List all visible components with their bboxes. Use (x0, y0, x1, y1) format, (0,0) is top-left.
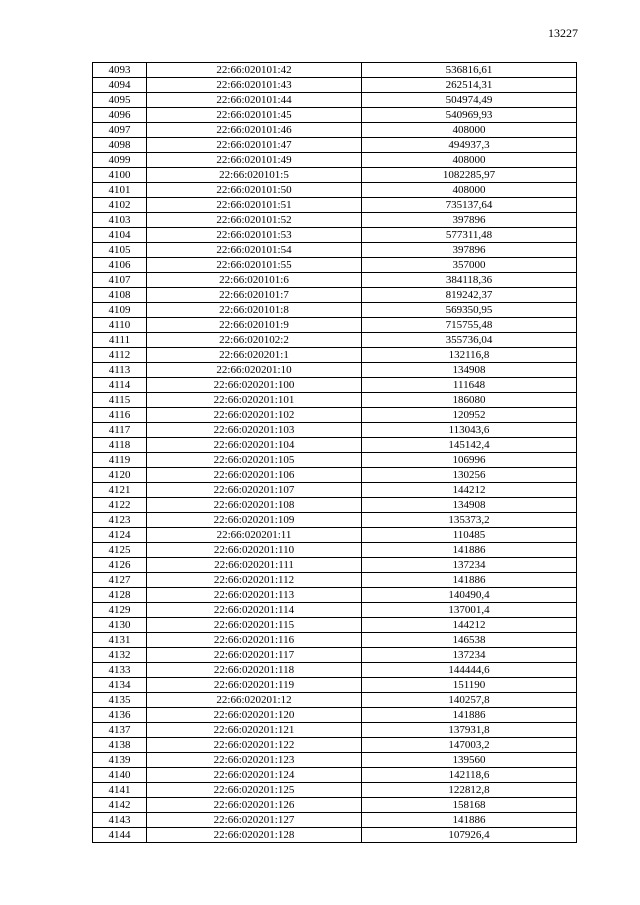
table-body (93, 63, 577, 843)
cadastral-number-cell: 22:66:020101:8 (147, 303, 362, 318)
cadastral-number-cell: 22:66:020101:44 (147, 93, 362, 108)
cadastral-number-cell: 22:66:020101:43 (147, 78, 362, 93)
table-row (93, 558, 577, 573)
cadastral-value-cell: 144212 (362, 483, 577, 498)
cadastral-number-cell: 22:66:020101:54 (147, 243, 362, 258)
cadastral-value-cell: 262514,31 (362, 78, 577, 93)
cadastral-number-cell: 22:66:020201:125 (147, 783, 362, 798)
row-number-cell: 4107 (93, 273, 147, 288)
row-number-cell: 4133 (93, 663, 147, 678)
row-number-cell: 4134 (93, 678, 147, 693)
cadastral-value-cell: 130256 (362, 468, 577, 483)
row-number-cell: 4125 (93, 543, 147, 558)
cadastral-number-cell: 22:66:020201:107 (147, 483, 362, 498)
row-number-cell: 4103 (93, 213, 147, 228)
row-number-cell: 4113 (93, 363, 147, 378)
row-number-cell: 4137 (93, 723, 147, 738)
row-number-cell: 4098 (93, 138, 147, 153)
table-row (93, 138, 577, 153)
cadastral-value-cell: 735137,64 (362, 198, 577, 213)
table-row (93, 153, 577, 168)
table-row (93, 528, 577, 543)
row-number-cell: 4121 (93, 483, 147, 498)
row-number-cell: 4117 (93, 423, 147, 438)
row-number-cell: 4128 (93, 588, 147, 603)
cadastral-value-cell: 145142,4 (362, 438, 577, 453)
table-row (93, 408, 577, 423)
table-row (93, 273, 577, 288)
cadastral-number-cell: 22:66:020102:2 (147, 333, 362, 348)
table-row (93, 588, 577, 603)
table-row (93, 513, 577, 528)
table-row (93, 828, 577, 843)
row-number-cell: 4099 (93, 153, 147, 168)
table-row (93, 123, 577, 138)
cadastral-value-cell: 113043,6 (362, 423, 577, 438)
cadastral-number-cell: 22:66:020201:118 (147, 663, 362, 678)
cadastral-number-cell: 22:66:020101:53 (147, 228, 362, 243)
cadastral-value-cell: 141886 (362, 813, 577, 828)
cadastral-number-cell: 22:66:020201:127 (147, 813, 362, 828)
cadastral-number-cell: 22:66:020101:9 (147, 318, 362, 333)
cadastral-number-cell: 22:66:020101:45 (147, 108, 362, 123)
row-number-cell: 4101 (93, 183, 147, 198)
row-number-cell: 4097 (93, 123, 147, 138)
row-number-cell: 4109 (93, 303, 147, 318)
table-row (93, 183, 577, 198)
row-number-cell: 4135 (93, 693, 147, 708)
cadastral-number-cell: 22:66:020201:122 (147, 738, 362, 753)
cadastral-number-cell: 22:66:020101:5 (147, 168, 362, 183)
row-number-cell: 4122 (93, 498, 147, 513)
row-number-cell: 4095 (93, 93, 147, 108)
row-number-cell: 4100 (93, 168, 147, 183)
table-row (93, 438, 577, 453)
table-row (93, 603, 577, 618)
table-row (93, 198, 577, 213)
table-row (93, 798, 577, 813)
cadastral-value-cell: 397896 (362, 243, 577, 258)
cadastral-number-cell: 22:66:020201:104 (147, 438, 362, 453)
cadastral-number-cell: 22:66:020201:11 (147, 528, 362, 543)
cadastral-value-cell: 137234 (362, 648, 577, 663)
row-number-cell: 4114 (93, 378, 147, 393)
cadastral-value-cell: 540969,93 (362, 108, 577, 123)
row-number-cell: 4123 (93, 513, 147, 528)
cadastral-value-cell: 140257,8 (362, 693, 577, 708)
table-row (93, 738, 577, 753)
row-number-cell: 4108 (93, 288, 147, 303)
row-number-cell: 4119 (93, 453, 147, 468)
cadastral-value-cell: 134908 (362, 363, 577, 378)
table-row (93, 543, 577, 558)
cadastral-number-cell: 22:66:020201:103 (147, 423, 362, 438)
row-number-cell: 4138 (93, 738, 147, 753)
cadastral-value-cell: 494937,3 (362, 138, 577, 153)
table-row (93, 618, 577, 633)
table-row (93, 378, 577, 393)
row-number-cell: 4093 (93, 63, 147, 78)
cadastral-number-cell: 22:66:020101:42 (147, 63, 362, 78)
cadastral-number-cell: 22:66:020201:114 (147, 603, 362, 618)
cadastral-number-cell: 22:66:020101:47 (147, 138, 362, 153)
row-number-cell: 4102 (93, 198, 147, 213)
table-row (93, 93, 577, 108)
cadastral-value-cell: 151190 (362, 678, 577, 693)
row-number-cell: 4118 (93, 438, 147, 453)
row-number-cell: 4096 (93, 108, 147, 123)
cadastral-value-cell: 384118,36 (362, 273, 577, 288)
page-number: 13227 (548, 26, 578, 40)
table-row (93, 693, 577, 708)
cadastral-number-cell: 22:66:020201:113 (147, 588, 362, 603)
table-row (93, 63, 577, 78)
table-row (93, 393, 577, 408)
table-row (93, 108, 577, 123)
cadastral-number-cell: 22:66:020101:7 (147, 288, 362, 303)
table-row (93, 768, 577, 783)
cadastral-number-cell: 22:66:020101:46 (147, 123, 362, 138)
cadastral-value-cell: 715755,48 (362, 318, 577, 333)
cadastral-value-cell: 141886 (362, 708, 577, 723)
cadastral-number-cell: 22:66:020101:50 (147, 183, 362, 198)
row-number-cell: 4136 (93, 708, 147, 723)
table-row (93, 333, 577, 348)
row-number-cell: 4105 (93, 243, 147, 258)
table-row (93, 363, 577, 378)
cadastral-value-cell: 122812,8 (362, 783, 577, 798)
table-row (93, 783, 577, 798)
cadastral-number-cell: 22:66:020101:51 (147, 198, 362, 213)
row-number-cell: 4116 (93, 408, 147, 423)
row-number-cell: 4143 (93, 813, 147, 828)
table-row (93, 78, 577, 93)
row-number-cell: 4120 (93, 468, 147, 483)
table-row (93, 663, 577, 678)
cadastral-value-cell: 120952 (362, 408, 577, 423)
cadastral-value-cell: 408000 (362, 153, 577, 168)
cadastral-number-cell: 22:66:020201:105 (147, 453, 362, 468)
row-number-cell: 4144 (93, 828, 147, 843)
cadastral-value-cell: 107926,4 (362, 828, 577, 843)
cadastral-number-cell: 22:66:020201:106 (147, 468, 362, 483)
table-row (93, 258, 577, 273)
cadastral-number-cell: 22:66:020101:6 (147, 273, 362, 288)
cadastral-number-cell: 22:66:020101:52 (147, 213, 362, 228)
cadastral-number-cell: 22:66:020201:12 (147, 693, 362, 708)
table-row (93, 243, 577, 258)
cadastral-number-cell: 22:66:020201:126 (147, 798, 362, 813)
row-number-cell: 4130 (93, 618, 147, 633)
table-row (93, 483, 577, 498)
cadastral-value-cell: 147003,2 (362, 738, 577, 753)
table-row (93, 453, 577, 468)
row-number-cell: 4132 (93, 648, 147, 663)
table-row (93, 213, 577, 228)
row-number-cell: 4104 (93, 228, 147, 243)
cadastral-value-cell: 140490,4 (362, 588, 577, 603)
cadastral-value-cell: 144212 (362, 618, 577, 633)
table-row (93, 573, 577, 588)
cadastral-value-cell: 141886 (362, 573, 577, 588)
cadastral-number-cell: 22:66:020201:120 (147, 708, 362, 723)
cadastral-number-cell: 22:66:020201:110 (147, 543, 362, 558)
cadastral-number-cell: 22:66:020201:100 (147, 378, 362, 393)
cadastral-value-cell: 106996 (362, 453, 577, 468)
table-row (93, 423, 577, 438)
cadastral-value-cell: 397896 (362, 213, 577, 228)
cadastral-value-cell: 186080 (362, 393, 577, 408)
cadastral-number-cell: 22:66:020201:112 (147, 573, 362, 588)
row-number-cell: 4115 (93, 393, 147, 408)
table-row (93, 468, 577, 483)
cadastral-number-cell: 22:66:020101:55 (147, 258, 362, 273)
row-number-cell: 4127 (93, 573, 147, 588)
table-row (93, 813, 577, 828)
table-row (93, 228, 577, 243)
cadastral-value-cell: 142118,6 (362, 768, 577, 783)
cadastral-number-cell: 22:66:020201:121 (147, 723, 362, 738)
cadastral-value-cell: 137001,4 (362, 603, 577, 618)
cadastral-number-cell: 22:66:020201:101 (147, 393, 362, 408)
row-number-cell: 4141 (93, 783, 147, 798)
row-number-cell: 4111 (93, 333, 147, 348)
cadastral-value-cell: 111648 (362, 378, 577, 393)
cadastral-value-cell: 139560 (362, 753, 577, 768)
cadastral-number-cell: 22:66:020201:102 (147, 408, 362, 423)
cadastral-number-cell: 22:66:020201:123 (147, 753, 362, 768)
cadastral-number-cell: 22:66:020201:115 (147, 618, 362, 633)
cadastral-value-cell: 110485 (362, 528, 577, 543)
cadastral-value-cell: 408000 (362, 123, 577, 138)
cadastral-number-cell: 22:66:020201:124 (147, 768, 362, 783)
cadastral-value-cell: 158168 (362, 798, 577, 813)
cadastral-value-cell: 504974,49 (362, 93, 577, 108)
cadastral-number-cell: 22:66:020101:49 (147, 153, 362, 168)
cadastral-value-cell: 357000 (362, 258, 577, 273)
table-row (93, 678, 577, 693)
cadastral-number-cell: 22:66:020201:128 (147, 828, 362, 843)
table-row (93, 708, 577, 723)
cadastral-number-cell: 22:66:020201:111 (147, 558, 362, 573)
table-row (93, 288, 577, 303)
cadastral-value-cell: 569350,95 (362, 303, 577, 318)
row-number-cell: 4106 (93, 258, 147, 273)
cadastral-number-cell: 22:66:020201:109 (147, 513, 362, 528)
table-row (93, 753, 577, 768)
row-number-cell: 4110 (93, 318, 147, 333)
row-number-cell: 4131 (93, 633, 147, 648)
cadastral-value-cell: 137931,8 (362, 723, 577, 738)
cadastral-value-cell: 146538 (362, 633, 577, 648)
cadastral-value-cell: 408000 (362, 183, 577, 198)
table-row (93, 348, 577, 363)
row-number-cell: 4126 (93, 558, 147, 573)
cadastral-value-cell: 132116,8 (362, 348, 577, 363)
cadastral-number-cell: 22:66:020201:10 (147, 363, 362, 378)
cadastral-value-cell: 536816,61 (362, 63, 577, 78)
row-number-cell: 4112 (93, 348, 147, 363)
table-row (93, 303, 577, 318)
cadastral-value-cell: 144444,6 (362, 663, 577, 678)
cadastral-value-cell: 134908 (362, 498, 577, 513)
cadastral-number-cell: 22:66:020201:108 (147, 498, 362, 513)
table-row (93, 498, 577, 513)
cadastral-number-cell: 22:66:020201:1 (147, 348, 362, 363)
cadastral-value-cell: 577311,48 (362, 228, 577, 243)
cadastral-number-cell: 22:66:020201:117 (147, 648, 362, 663)
table-row (93, 633, 577, 648)
row-number-cell: 4094 (93, 78, 147, 93)
table-row (93, 723, 577, 738)
cadastral-number-cell: 22:66:020201:119 (147, 678, 362, 693)
table-row (93, 318, 577, 333)
cadastral-value-cell: 137234 (362, 558, 577, 573)
cadastral-value-cell: 1082285,97 (362, 168, 577, 183)
row-number-cell: 4140 (93, 768, 147, 783)
row-number-cell: 4139 (93, 753, 147, 768)
cadastral-value-table (92, 62, 577, 843)
cadastral-number-cell: 22:66:020201:116 (147, 633, 362, 648)
cadastral-value-cell: 355736,04 (362, 333, 577, 348)
row-number-cell: 4124 (93, 528, 147, 543)
cadastral-value-cell: 141886 (362, 543, 577, 558)
row-number-cell: 4142 (93, 798, 147, 813)
row-number-cell: 4129 (93, 603, 147, 618)
cadastral-value-cell: 819242,37 (362, 288, 577, 303)
table-row (93, 168, 577, 183)
cadastral-value-cell: 135373,2 (362, 513, 577, 528)
table-row (93, 648, 577, 663)
